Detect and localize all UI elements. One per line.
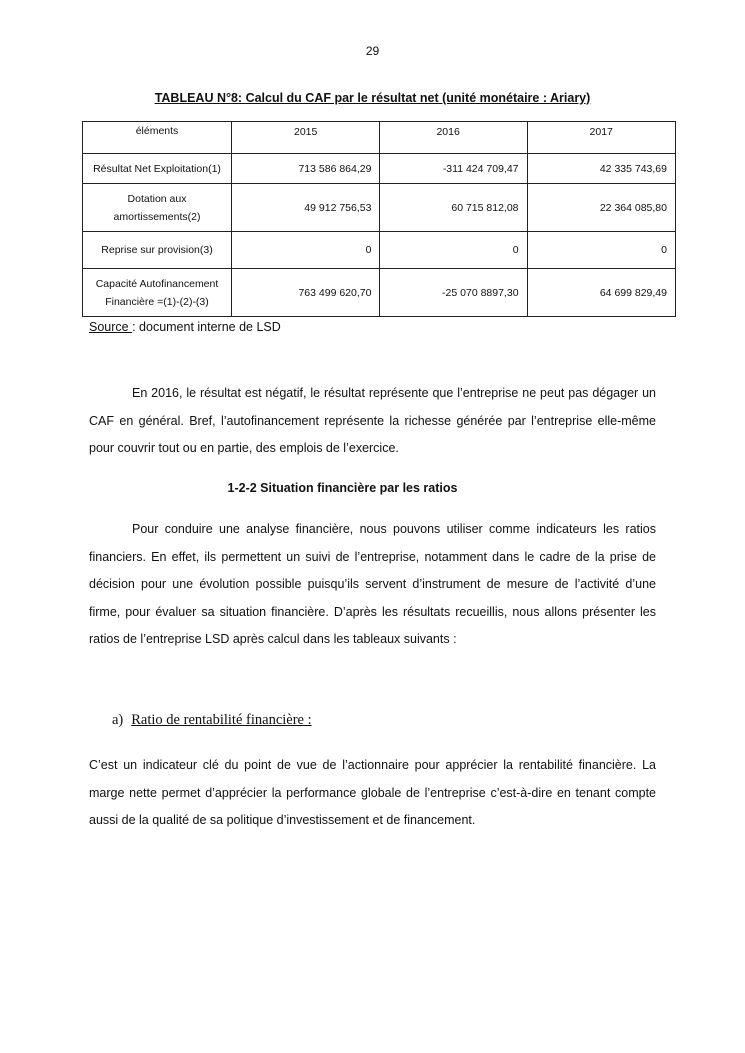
- row-label-text: Capacité Autofinancement: [95, 277, 219, 290]
- table-row: [83, 184, 676, 232]
- cell-2017: 22 364 085,80: [527, 184, 675, 232]
- source-label: Source: [89, 320, 133, 334]
- row-label: [83, 184, 232, 232]
- page-number: 29: [365, 44, 380, 58]
- table-row: [83, 154, 676, 184]
- row-label-text: Dotation aux: [127, 192, 187, 205]
- table-source: [89, 320, 281, 334]
- row-label: [83, 232, 232, 269]
- row-label-text: Reprise sur provision(3): [101, 244, 213, 256]
- cell-2016: -311 424 709,47: [380, 154, 527, 184]
- row-label-text: Résultat Net Exploitation(1): [93, 162, 221, 175]
- caf-table: [82, 121, 676, 317]
- row-label: [83, 269, 232, 317]
- cell-2015: 713 586 864,29: [232, 154, 380, 184]
- cell-2017: 64 699 829,49: [527, 269, 675, 317]
- ratio-heading: [112, 712, 312, 729]
- cell-2016: -25 070 8897,30: [380, 269, 527, 317]
- header-2016: 2016: [380, 122, 527, 154]
- cell-2017: 0: [527, 232, 675, 269]
- cell-2015: 763 499 620,70: [232, 269, 380, 317]
- cell-2017: 42 335 743,69: [527, 154, 675, 184]
- cell-2015: 0: [232, 232, 380, 269]
- header-2015: 2015: [232, 122, 380, 154]
- table-header-row: [83, 122, 676, 154]
- cell-2016: 60 715 812,08: [380, 184, 527, 232]
- table-title: TABLEAU N°8: Calcul du CAF par le résultat net (unité monétaire : Ariary): [154, 91, 591, 105]
- row-label-text: Financière =(1)-(2)-(3): [105, 295, 209, 308]
- ratio-heading-text: Ratio de rentabilité financière :: [131, 712, 312, 728]
- cell-2016: 0: [380, 232, 527, 269]
- section-title: 1-2-2 Situation financière par les ratios: [227, 481, 458, 495]
- row-label-text: amortissements(2): [113, 210, 201, 223]
- header-elements: éléments: [83, 122, 232, 154]
- header-2017: 2017: [527, 122, 675, 154]
- paragraph-ratios-intro: Pour conduire une analyse financière, nous pouvons utiliser comme indicateurs les ratios financiers. En effet, ils permettent un suivi de l’entreprise, notamment dans le cadre de la prise de décision pour une évolution possible puisqu’ils servent d’instrument de mesure de l’activité d’une firme, pour évaluer sa situation financière. D’après les résultats recueillis, nous allons présenter les ratios de l’entreprise LSD après calcul dans les tableaux suivants :: [89, 522, 656, 646]
- table-row: [83, 269, 676, 317]
- table-row: [83, 232, 676, 269]
- source-text: : document interne de LSD: [132, 320, 281, 334]
- paragraph-caf-2016: En 2016, le résultat est négatif, le résultat représente que l’entreprise ne peut pas dégager un CAF en général. Bref, l’autofinancement représente la richesse générée par l’entreprise elle-même pour couvrir tout ou en partie, des emplois de l’exercice.: [89, 386, 656, 455]
- row-label: [83, 154, 232, 184]
- paragraph-rentabilite: C’est un indicateur clé du point de vue de l’actionnaire pour apprécier la rentabilité financière. La marge nette permet d’apprécier la performance globale de l’entreprise c’est-à-dire en tenant compte aussi de la qualité de sa politique d’investissement et de financement.: [89, 758, 656, 827]
- cell-2015: 49 912 756,53: [232, 184, 380, 232]
- ratio-heading-marker: a): [112, 712, 124, 728]
